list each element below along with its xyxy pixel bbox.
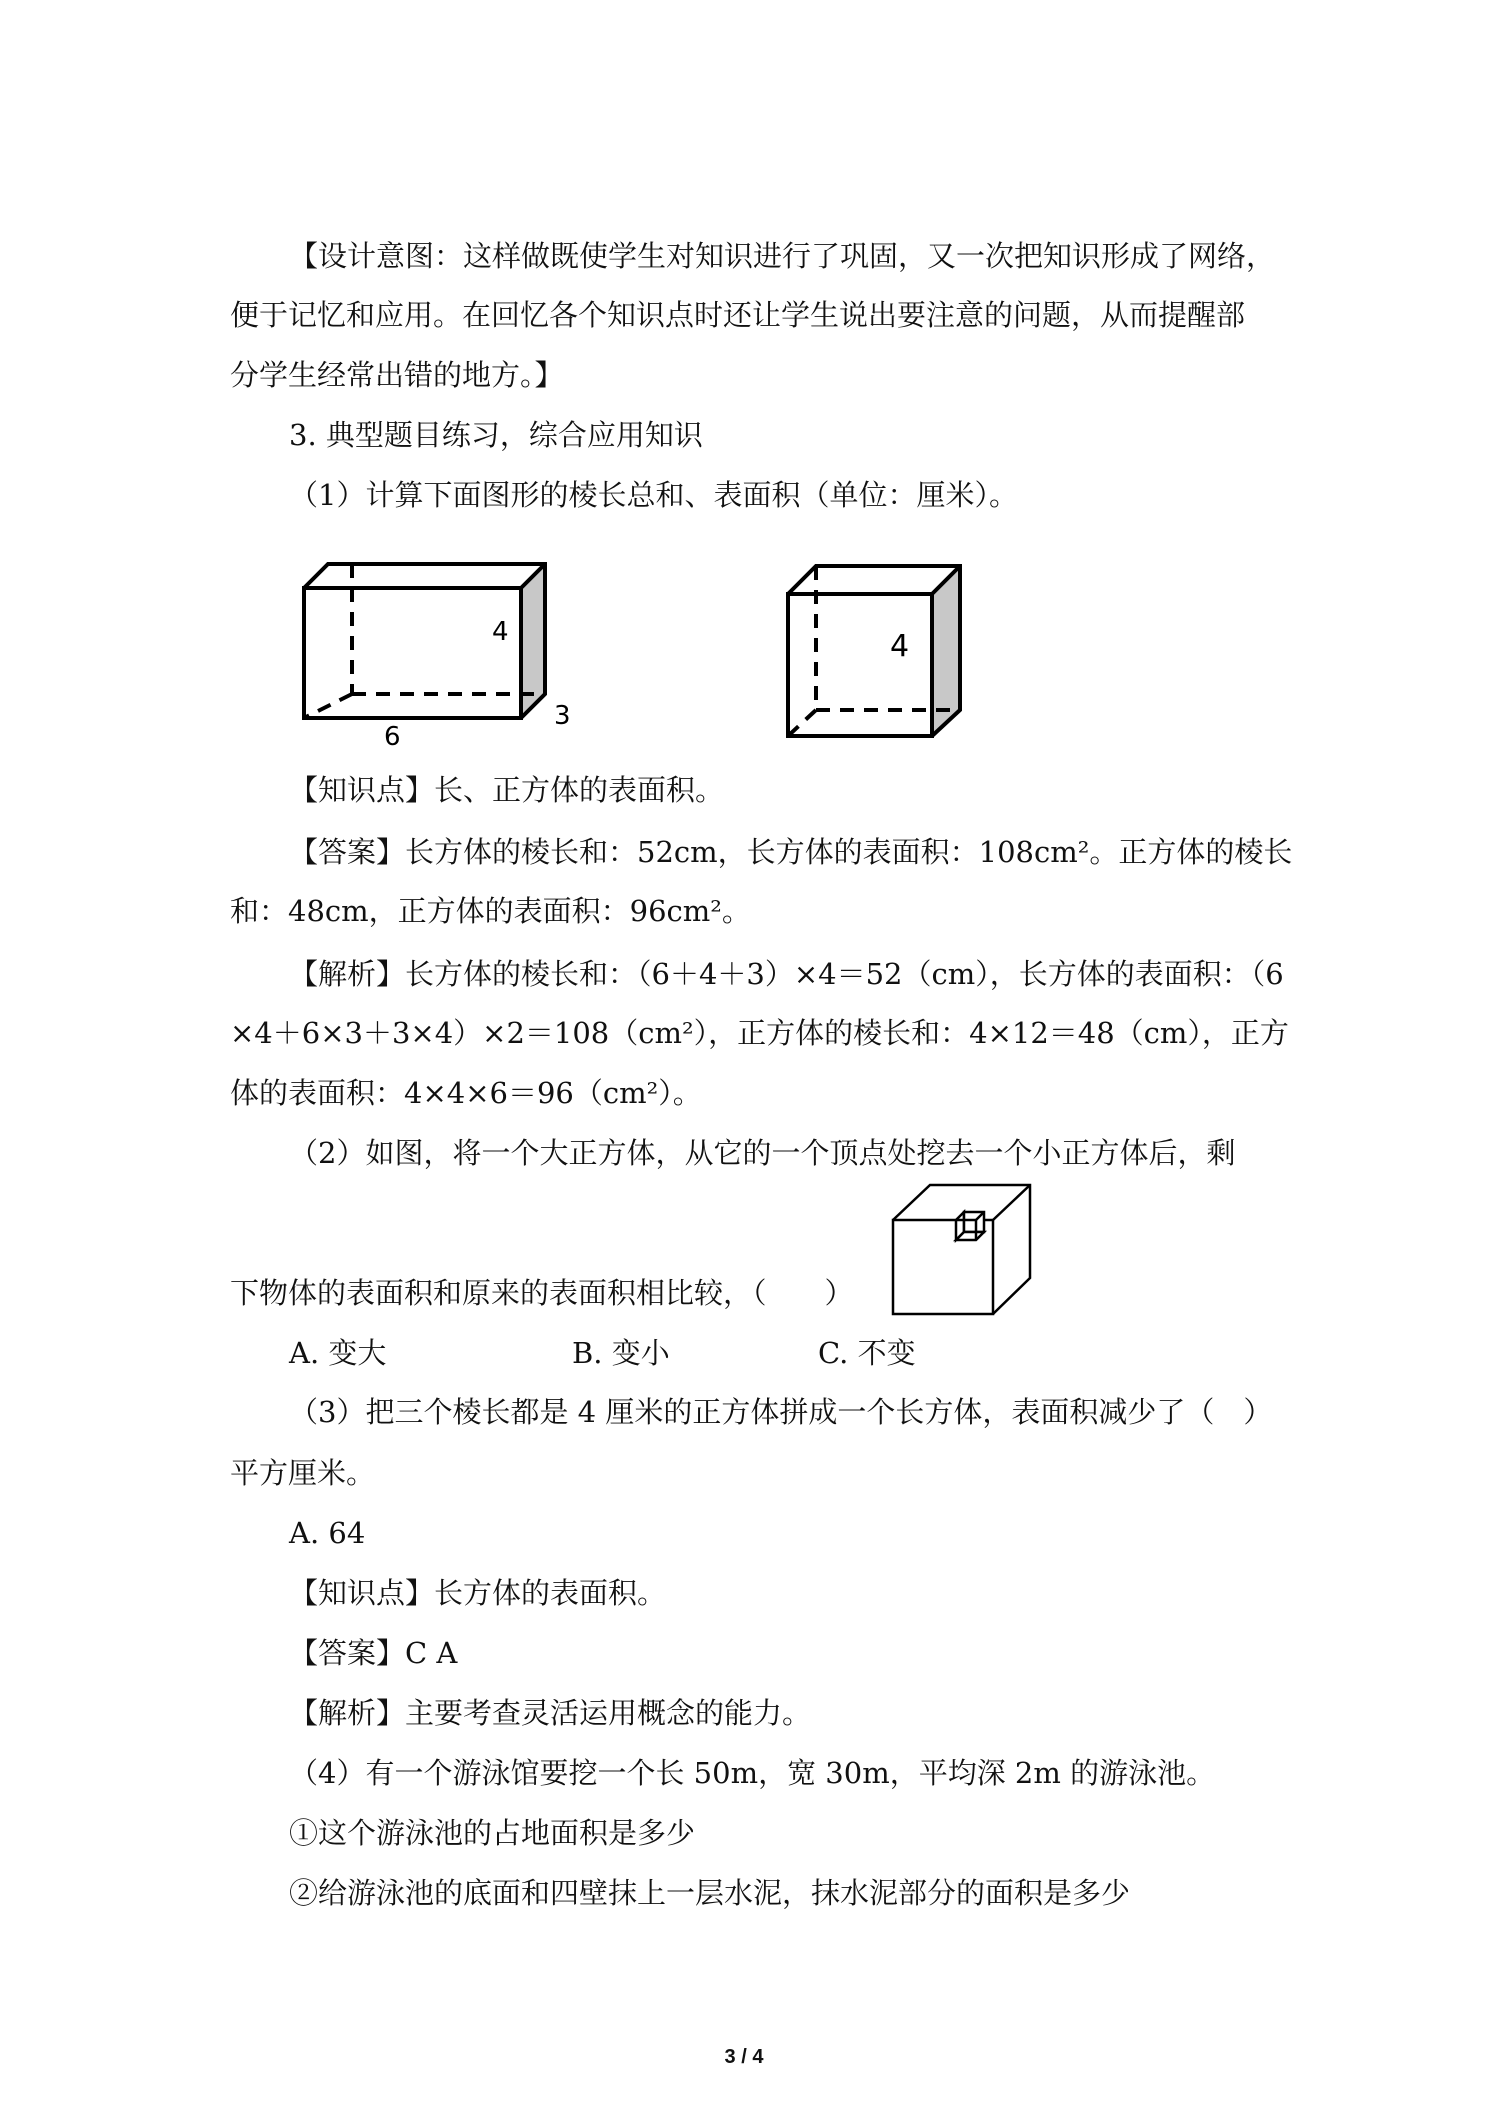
q2-option-b: B. 变小 [572, 1336, 670, 1370]
q3-answer: 【答案】C A [289, 1636, 458, 1670]
q2-option-c: C. 不变 [818, 1336, 916, 1370]
q1-answer-line-1: 【答案】长方体的棱长和：52cm，长方体的表面积：108cm²。正方体的棱长 [289, 835, 1293, 869]
cut-cube-figure [890, 1182, 1038, 1318]
cube-edge-label: 4 [890, 629, 910, 664]
q4-sub-question-1: ①这个游泳池的占地面积是多少 [289, 1816, 696, 1850]
q2-prompt-line-1: （2）如图，将一个大正方体，从它的一个顶点处挖去一个小正方体后，剩 [289, 1136, 1236, 1170]
design-intent-line-3: 分学生经常出错的地方。】 [230, 358, 564, 392]
section-3-title: 3. 典型题目练习，综合应用知识 [289, 418, 703, 452]
q2-prompt-line-2: 下物体的表面积和原来的表面积相比较，（ ） [230, 1276, 854, 1310]
q2-option-a: A. 变大 [289, 1336, 387, 1370]
cuboid-length-label: 6 [384, 722, 401, 750]
q3-prompt-line-2: 平方厘米。 [230, 1456, 376, 1490]
q1-knowledge: 【知识点】长、正方体的表面积。 [289, 773, 725, 807]
q3-knowledge: 【知识点】长方体的表面积。 [289, 1576, 667, 1610]
q3-analysis: 【解析】主要考查灵活运用概念的能力。 [289, 1696, 812, 1730]
q3-prompt-line-1: （3）把三个棱长都是 4 厘米的正方体拼成一个长方体，表面积减少了（ ） [289, 1395, 1273, 1429]
cuboid-depth-label: 3 [554, 701, 571, 731]
q1-answer-line-2: 和：48cm，正方体的表面积：96cm²。 [230, 894, 751, 928]
q4-sub-question-2: ②给游泳池的底面和四壁抹上一层水泥，抹水泥部分的面积是多少 [289, 1876, 1131, 1910]
q4-prompt: （4）有一个游泳馆要挖一个长 50m，宽 30m，平均深 2m 的游泳池。 [289, 1756, 1216, 1790]
q1-analysis-line-1: 【解析】长方体的棱长和：（6＋4＋3）×4＝52（cm），长方体的表面积：（6 [289, 957, 1284, 991]
q1-prompt: （1）计算下面图形的棱长总和、表面积（单位：厘米）。 [289, 478, 1018, 512]
q1-analysis-line-2: ×4＋6×3＋3×4）×2＝108（cm²），正方体的棱长和：4×12＝48（cm），正方 [230, 1016, 1289, 1050]
cube-figure [782, 560, 966, 742]
page-number: 3 / 4 [724, 2046, 764, 2068]
q3-option-a: A. 64 [289, 1516, 366, 1550]
design-intent-line-2: 便于记忆和应用。在回忆各个知识点时还让学生说出要注意的问题，从而提醒部 [230, 298, 1246, 332]
q1-analysis-line-3: 体的表面积：4×4×6＝96（cm²）。 [230, 1076, 702, 1110]
design-intent-line-1: 【设计意图：这样做既使学生对知识进行了巩固，又一次把知识形成了网络， [289, 239, 1276, 273]
cuboid-height-label: 4 [492, 617, 509, 647]
cuboid-figure [296, 558, 586, 750]
